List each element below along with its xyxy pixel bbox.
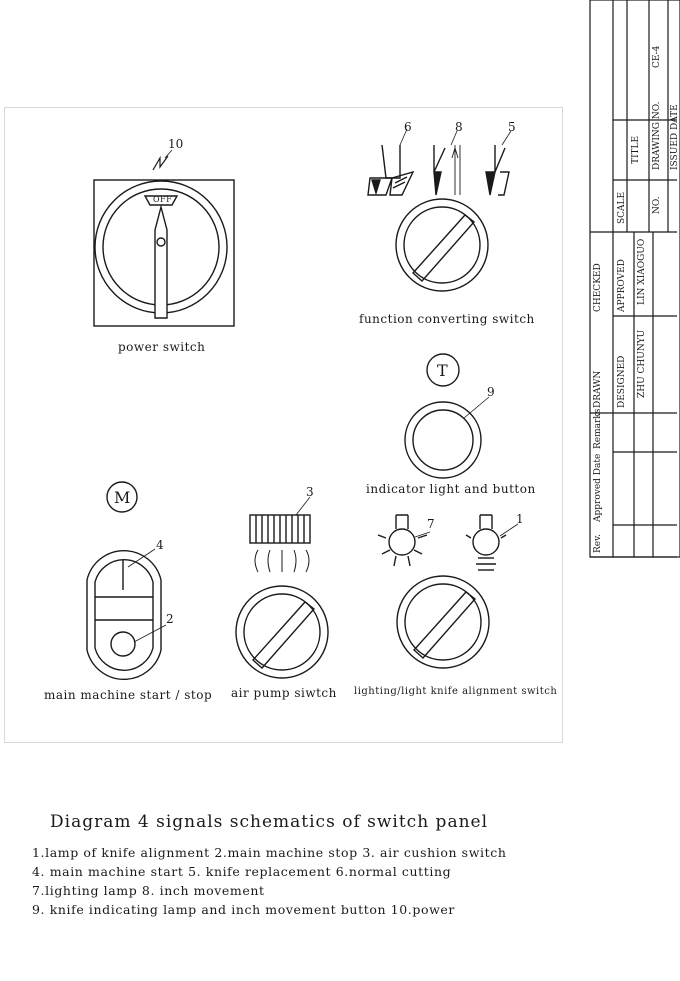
main-machine-symbol <box>87 482 166 679</box>
checked-label: CHECKED <box>593 263 603 312</box>
power-switch-symbol <box>94 150 234 326</box>
title-block <box>590 0 680 557</box>
callout-8: 8 <box>455 120 463 134</box>
drawn-label: DRAWN <box>593 370 603 408</box>
callout-7: 7 <box>427 517 435 531</box>
callout-5: 5 <box>508 120 516 134</box>
power-switch-label: power switch <box>118 340 206 354</box>
designed-label: DESIGNED <box>617 355 627 408</box>
diagram-caption: Diagram 4 signals schematics of switch panel <box>50 812 489 832</box>
main-machine-label: main machine start / stop <box>44 688 213 702</box>
title-label: TITLE <box>631 135 641 164</box>
indicator-label: indicator light and button <box>366 482 536 496</box>
callout-10: 10 <box>168 137 184 151</box>
no-label: NO. <box>652 196 662 214</box>
approver-name: LIN XIAOGUO <box>637 238 647 305</box>
rev-label: Rev. <box>593 534 603 553</box>
function-switch-label: function converting switch <box>359 312 535 326</box>
issued-date-label: ISSUED DATE <box>670 104 680 170</box>
legend-line-2: 4. main machine start 5. knife replacement 6.normal cutting <box>32 864 452 879</box>
off-label: OFF <box>153 195 173 204</box>
callout-9: 9 <box>487 385 495 399</box>
air-pump-symbol <box>236 497 328 678</box>
callout-2: 2 <box>166 612 174 626</box>
callout-1: 1 <box>516 512 524 526</box>
lighting-label: lighting/light knife alignment switch <box>354 686 558 697</box>
designer-name: ZHU CHUNYU <box>637 329 647 398</box>
approved-date-label: Approved Date <box>593 453 603 522</box>
callout-6: 6 <box>404 120 412 134</box>
drawing-code: CE-4 <box>652 45 662 68</box>
lighting-switch-symbol <box>378 515 518 668</box>
function-switch-symbol <box>368 129 511 291</box>
remarks-label: Remarks <box>593 408 603 449</box>
callout-3: 3 <box>306 485 314 499</box>
drawing-no-label: DRAWING NO. <box>652 101 662 170</box>
approved-label: APPROVED <box>617 259 627 312</box>
m-symbol: M <box>114 488 131 507</box>
legend-line-3: 7.lighting lamp 8. inch movement <box>32 883 265 898</box>
callout-4: 4 <box>156 538 164 552</box>
legend-line-1: 1.lamp of knife alignment 2.main machine stop 3. air cushion switch <box>32 845 507 860</box>
scale-label: SCALE <box>617 191 627 224</box>
legend-line-4: 9. knife indicating lamp and inch movement button 10.power <box>32 902 455 917</box>
air-pump-label: air pump siwtch <box>231 686 337 700</box>
t-symbol: T <box>437 361 449 380</box>
